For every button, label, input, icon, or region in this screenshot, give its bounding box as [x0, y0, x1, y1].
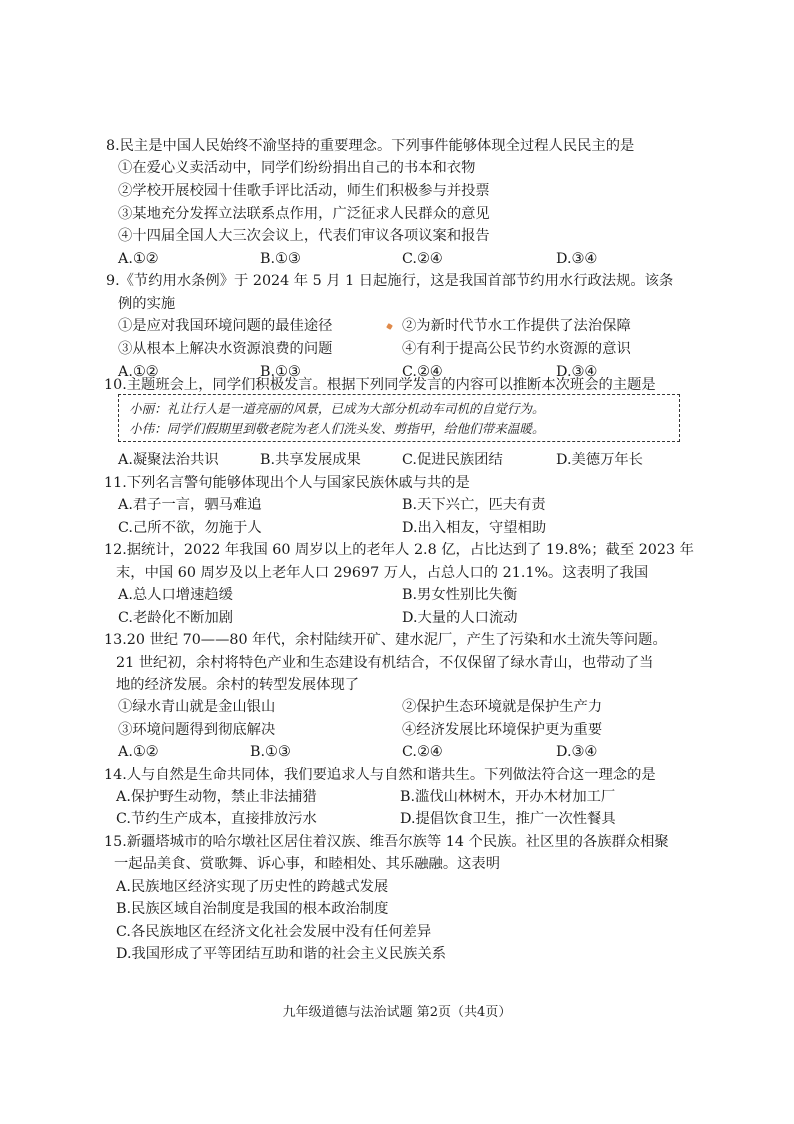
question-9-stem: 9.《节约用水条例》于 2024 年 5 月 1 日起施行，这是我国首部节约用水行政法规。该条 — [106, 273, 674, 289]
question-14-option-b: B.滥伐山林树木，开办木材加工厂 — [400, 789, 616, 805]
question-13-statement-1: ①绿水青山就是金山银山 — [118, 699, 276, 715]
quote-xiaowei: 小伟：同学们假期里到敬老院为老人们洗头发、剪指甲，给他们带来温暖。 — [129, 421, 545, 436]
question-9-statement-3: ③从根本上解决水资源浪费的问题 — [118, 341, 333, 357]
question-8-statement-2: ②学校开展校园十佳歌手评比活动，师生们积极参与并投票 — [118, 183, 490, 199]
question-15-option-b: B.民族区域自治制度是我国的根本政治制度 — [116, 901, 389, 917]
question-15-stem-cont: 一起品美食、赏歌舞、诉心事，和睦相处、其乐融融。这表明 — [114, 856, 501, 872]
stray-mark — [386, 323, 393, 330]
question-12-stem-cont: 末，中国 60 周岁及以上老年人口 29697 万人，占总人口的 21.1%。这表明了我国 — [116, 565, 649, 581]
question-10-option-b: B.共享发展成果 — [260, 452, 361, 468]
question-9-stem-cont: 例的实施 — [118, 296, 176, 312]
question-13-statement-4: ④经济发展比环境保护更为重要 — [402, 722, 603, 738]
question-9-statement-4: ④有利于提高公民节约水资源的意识 — [402, 341, 631, 357]
question-8-statement-1: ①在爱心义卖活动中，同学们纷纷捐出自己的书本和衣物 — [118, 160, 476, 176]
question-8-option-b: B.①③ — [260, 251, 301, 267]
question-13-option-d: D.③④ — [556, 744, 598, 760]
question-14-option-d: D.提倡饮食卫生，推广一次性餐具 — [400, 811, 616, 827]
question-12-option-d: D.大量的人口流动 — [402, 610, 518, 626]
question-14-option-a: A.保护野生动物，禁止非法捕猎 — [116, 789, 317, 805]
question-8-statement-4: ④十四届全国人大三次会议上，代表们审议各项议案和报告 — [118, 228, 490, 244]
question-10-option-c: C.促进民族团结 — [402, 452, 503, 468]
question-13-option-c: C.②④ — [402, 744, 443, 760]
question-12-option-a: A.总人口增速趋缓 — [118, 587, 233, 603]
question-13-statement-3: ③环境问题得到彻底解决 — [118, 722, 276, 738]
question-9-option-a: A.①② — [118, 364, 159, 380]
question-14-stem: 14.人与自然是生命共同体，我们要追求人与自然和谐共生。下列做法符合这一理念的是 — [104, 767, 656, 783]
question-9-statement-2: ②为新时代节水工作提供了法治保障 — [402, 318, 631, 334]
question-13-stem-cont-1: 21 世纪初，余村将特色产业和生态建设有机结合，不仅保留了绿水青山，也带动了当 — [116, 655, 654, 671]
question-12-option-c: C.老龄化不断加剧 — [118, 610, 234, 626]
question-11-option-d: D.出入相友，守望相助 — [402, 520, 547, 536]
question-9-option-d: D.③④ — [556, 364, 598, 380]
question-15-stem: 15.新疆塔城市的哈尔墩社区居住着汉族、维吾尔族等 14 个民族。社区里的各族群众相聚 — [104, 834, 669, 850]
question-12-stem: 12.据统计，2022 年我国 60 周岁以上的老年人 2.8 亿，占比达到了 19.8%；截至 2023 年 — [104, 542, 694, 558]
question-8-statement-3: ③某地充分发挥立法联系点作用，广泛征求人民群众的意见 — [118, 206, 490, 222]
question-8-option-c: C.②④ — [402, 251, 443, 267]
question-10-stem: 10.主题班会上，同学们积极发言。根据下列同学发言的内容可以推断本次班会的主题是 — [104, 377, 656, 393]
question-14-option-c: C.节约生产成本，直接排放污水 — [116, 811, 317, 827]
question-11-stem: 11.下列名言警句能够体现出个人与国家民族休戚与共的是 — [104, 475, 470, 491]
question-9-option-c: C.②④ — [402, 364, 443, 380]
question-15-option-d: D.我国形成了平等团结互助和谐的社会主义民族关系 — [116, 946, 447, 962]
page-footer: 九年级道德与法治试题 第2页（共4页） — [282, 1005, 512, 1020]
question-8-option-a: A.①② — [118, 251, 159, 267]
question-11-option-b: B.天下兴亡，匹夫有责 — [402, 497, 546, 513]
question-13-option-a: A.①② — [118, 744, 159, 760]
question-13-option-b: B.①③ — [250, 744, 291, 760]
question-10-option-d: D.美德万年长 — [556, 452, 643, 468]
question-13-stem: 13.20 世纪 70——80 年代，余村陆续开矿、建水泥厂，产生了污染和水土流失等问题。 — [104, 632, 667, 648]
question-15-option-a: A.民族地区经济实现了历史性的跨越式发展 — [116, 879, 389, 895]
question-12-option-b: B.男女性别比失衡 — [402, 587, 518, 603]
question-11-option-c: C.己所不欲，勿施于人 — [118, 520, 262, 536]
question-13-statement-2: ②保护生态环境就是保护生产力 — [402, 699, 603, 715]
question-11-option-a: A.君子一言，驷马难追 — [118, 497, 262, 513]
question-15-option-c: C.各民族地区在经济文化社会发展中没有任何差异 — [116, 924, 432, 940]
question-9-statement-1: ①是应对我国环境问题的最佳途径 — [118, 318, 333, 334]
question-9-option-b: B.①③ — [260, 364, 301, 380]
question-8-stem: 8.民主是中国人民始终不渝坚持的重要理念。下列事件能够体现全过程人民民主的是 — [106, 138, 635, 154]
question-10-option-a: A.凝聚法治共识 — [118, 452, 219, 468]
quote-xiaoli: 小丽：礼让行人是一道亮丽的风景，已成为大部分机动车司机的自觉行为。 — [129, 401, 545, 416]
question-8-option-d: D.③④ — [556, 251, 598, 267]
question-13-stem-cont-2: 地的经济发展。余村的转型发展体现了 — [116, 677, 360, 693]
quote-box — [118, 394, 680, 442]
